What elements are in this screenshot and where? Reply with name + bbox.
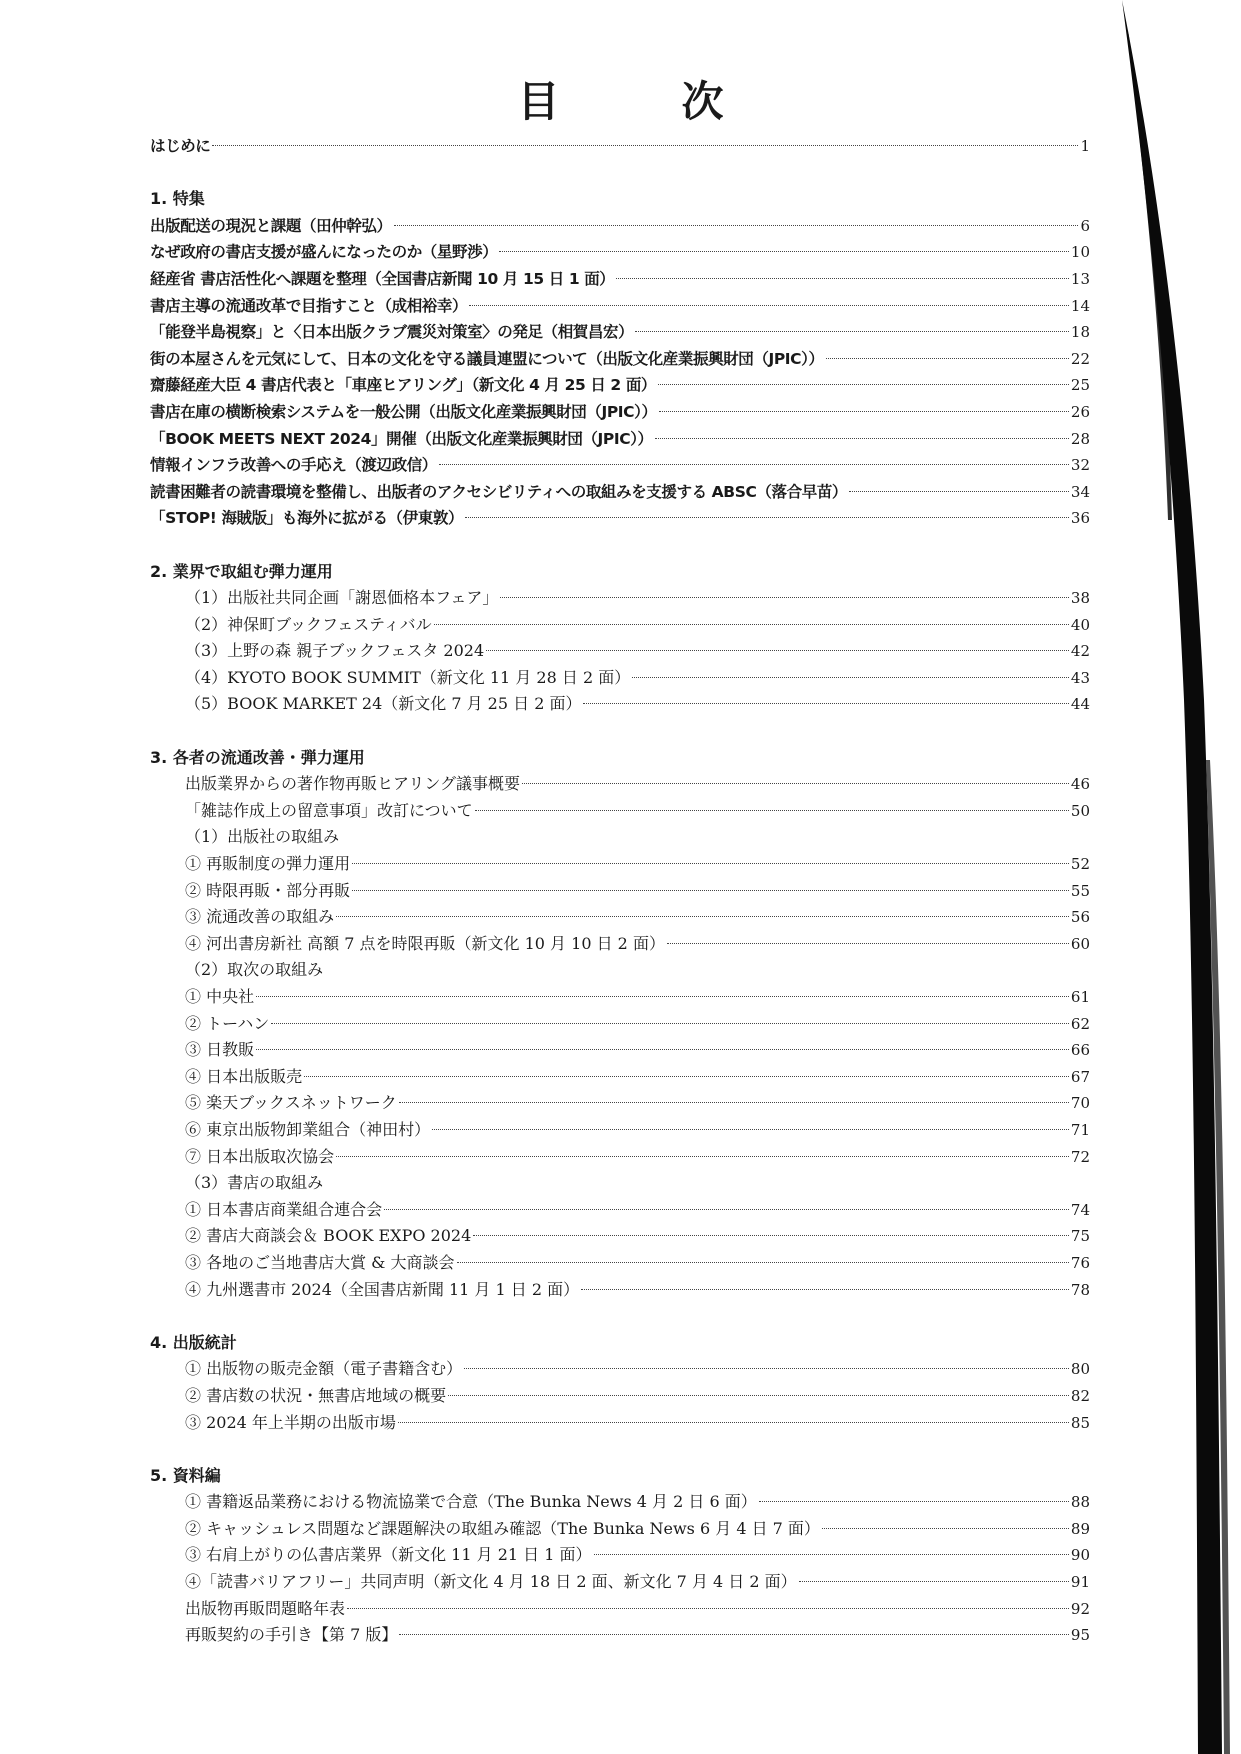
- dot-leader: [256, 1049, 1069, 1050]
- toc-entry-title: ② キャッシュレス問題など課題解決の取組み確認（The Bunka News 6 月 4 日 7 面）: [185, 1518, 820, 1538]
- toc-page-number: 78: [1070, 1280, 1090, 1299]
- toc-entry-title: 書店在庫の横断検索システムを一般公開（出版文化産業振興財団（JPIC））: [150, 402, 657, 421]
- toc-entry-title: ② 書店数の状況・無書店地域の概要: [185, 1385, 447, 1405]
- toc-entry-title: はじめに: [150, 137, 211, 155]
- brush-stroke-decoration: [1110, 0, 1241, 1754]
- toc-entry: [150, 213, 1090, 240]
- dot-leader: [667, 943, 1069, 944]
- toc-entry-title: ④ 九州選書市 2024（全国書店新聞 11 月 1 日 2 面）: [185, 1279, 580, 1299]
- dot-leader: [522, 783, 1069, 784]
- toc-entry-title: （5）BOOK MARKET 24（新文化 7 月 25 日 2 面）: [185, 694, 582, 714]
- toc-section-heading: [150, 559, 1090, 586]
- dot-leader: [352, 863, 1069, 864]
- toc-entry: [150, 1489, 1090, 1516]
- toc-entry-title: 書店主導の流通改革で目指すこと（成相裕幸）: [150, 296, 468, 315]
- toc-section-heading: [150, 745, 1090, 772]
- dot-leader: [581, 1289, 1069, 1290]
- toc-entry: [150, 1383, 1090, 1410]
- toc-page-number: 72: [1070, 1147, 1090, 1166]
- toc-entry: [150, 479, 1090, 506]
- toc-entry-title: （3）上野の森 親子ブックフェスタ 2024: [185, 641, 485, 661]
- toc-entry: [150, 585, 1090, 612]
- toc-entry-title: （2）取次の取組み: [185, 960, 324, 980]
- toc-entry: [150, 665, 1090, 692]
- toc-entry: [150, 1011, 1090, 1038]
- toc-entry: [150, 798, 1090, 825]
- dot-leader: [398, 1422, 1069, 1423]
- toc-entry-title: ② 時限再販・部分再販: [185, 880, 351, 900]
- toc-entry: [150, 1037, 1090, 1064]
- toc-entry: [150, 1250, 1090, 1277]
- toc-entry-title: （1）出版社の取組み: [185, 827, 340, 847]
- toc-page-number: 55: [1070, 881, 1090, 900]
- toc-page-number: 32: [1070, 456, 1090, 475]
- dot-leader: [304, 1076, 1069, 1077]
- toc-entry: [150, 1410, 1090, 1437]
- toc-page-number: 42: [1070, 642, 1090, 661]
- toc-page-number: 82: [1070, 1386, 1090, 1405]
- dot-leader: [457, 1262, 1069, 1263]
- dot-leader: [473, 1235, 1069, 1236]
- toc-page-number: 85: [1070, 1413, 1090, 1432]
- toc-entry-title: ③ 2024 年上半期の出版市場: [185, 1412, 396, 1432]
- dot-leader: [336, 1156, 1069, 1157]
- toc-entry-title: ② トーハン: [185, 1013, 270, 1033]
- toc-entry: [150, 612, 1090, 639]
- toc-page-number: 28: [1070, 429, 1090, 448]
- toc-entry: [150, 399, 1090, 426]
- toc-entry: [150, 878, 1090, 905]
- toc-entry-title: 2. 業界で取組む弾力運用: [150, 561, 333, 581]
- toc-entry-title: 出版業界からの著作物再販ヒアリング議事概要: [185, 774, 521, 794]
- dot-leader: [500, 597, 1069, 598]
- toc-section-heading: [150, 1330, 1090, 1357]
- toc-entry: [150, 771, 1090, 798]
- toc-page-number: 25: [1070, 376, 1090, 395]
- toc-entry-title: （4）KYOTO BOOK SUMMIT（新文化 11 月 28 日 2 面）: [185, 667, 631, 687]
- dot-leader: [384, 1209, 1069, 1210]
- toc-page-number: 92: [1070, 1599, 1090, 1618]
- dot-leader: [271, 1023, 1069, 1024]
- toc-page-number: 22: [1070, 349, 1090, 368]
- dot-leader: [632, 677, 1069, 678]
- dot-leader: [432, 1129, 1069, 1130]
- toc-spacer: [150, 1436, 1090, 1463]
- toc-entry: [150, 505, 1090, 532]
- toc-entry: [150, 638, 1090, 665]
- toc-entry: [150, 1064, 1090, 1091]
- toc-entry-title: ④「読書バリアフリー」共同声明（新文化 4 月 18 日 2 面、新文化 7 月 4 日 2 面）: [185, 1572, 797, 1592]
- dot-leader: [256, 996, 1069, 997]
- dot-leader: [759, 1501, 1069, 1502]
- toc-page-number: 90: [1070, 1546, 1090, 1565]
- dot-leader: [635, 331, 1069, 332]
- toc-entry-title: 出版配送の現況と課題（田仲幹弘）: [150, 216, 392, 235]
- toc-entry-title: （2）神保町ブックフェスティバル: [185, 614, 432, 634]
- toc-entry-title: ④ 河出書房新社 高額 7 点を時限再販（新文化 10 月 10 日 2 面）: [185, 933, 665, 953]
- toc-entry: [150, 1622, 1090, 1649]
- dot-leader: [352, 890, 1069, 891]
- toc-entry-title: 経産省 書店活性化へ課題を整理（全国書店新聞 10 月 15 日 1 面）: [150, 269, 615, 288]
- toc-page-number: 70: [1070, 1094, 1090, 1113]
- toc-page-number: 60: [1070, 934, 1090, 953]
- toc-entry: [150, 266, 1090, 293]
- toc-entry: [150, 957, 1090, 984]
- toc-page-number: 43: [1070, 668, 1090, 687]
- toc-entry-title: 4. 出版統計: [150, 1332, 237, 1352]
- dot-leader: [475, 810, 1069, 811]
- toc-entry: [150, 1356, 1090, 1383]
- toc-page-number: 38: [1070, 589, 1090, 608]
- toc-entry-title: 3. 各者の流通改善・弾力運用: [150, 747, 365, 767]
- toc-page-number: 40: [1070, 615, 1090, 634]
- toc-entry: [150, 1277, 1090, 1304]
- toc-entry-title: ⑦ 日本出版取次協会: [185, 1146, 335, 1166]
- dot-leader: [434, 624, 1069, 625]
- toc-entry-title: 「能登半島視察」と〈日本出版クラブ震災対策室〉の発足（相賀昌宏）: [150, 323, 634, 342]
- toc-entry: [150, 1090, 1090, 1117]
- toc-entry: [150, 1542, 1090, 1569]
- toc-entry-title: ① 出版物の販売金額（電子書籍含む）: [185, 1359, 463, 1379]
- toc-entry: [150, 851, 1090, 878]
- toc-page-number: 56: [1070, 908, 1090, 927]
- brush-stroke-main: [1122, 0, 1222, 1754]
- dot-leader: [849, 491, 1069, 492]
- toc-page-number: 18: [1070, 323, 1090, 342]
- toc-entry-title: 出版物再販問題略年表: [185, 1598, 346, 1618]
- toc-entry-title: （3）書店の取組み: [185, 1173, 324, 1193]
- toc-entry-title: ③ 流通改善の取組み: [185, 907, 335, 927]
- toc-entry: [150, 1144, 1090, 1171]
- toc-entry-title: ③ 日教販: [185, 1040, 255, 1060]
- toc-spacer: [150, 160, 1090, 187]
- toc-entry-title: ⑥ 東京出版物卸業組合（神田村）: [185, 1119, 431, 1139]
- toc-entry: [150, 691, 1090, 718]
- dot-leader: [336, 916, 1069, 917]
- toc-page-number: 36: [1070, 509, 1090, 528]
- dot-leader: [448, 1395, 1069, 1396]
- toc-entry-title: 「BOOK MEETS NEXT 2024」開催（出版文化産業振興財団（JPIC））: [150, 429, 653, 448]
- toc-entry: [150, 1170, 1090, 1197]
- toc-entry: [150, 1516, 1090, 1543]
- toc-page-number: 26: [1070, 402, 1090, 421]
- dot-leader: [822, 1528, 1069, 1529]
- toc-entry-title: 「STOP! 海賊版」も海外に拡がる（伊東敦）: [150, 509, 464, 528]
- page-title: 目 次: [517, 77, 764, 126]
- toc-page-number: 80: [1070, 1360, 1090, 1379]
- toc-entry: [150, 452, 1090, 479]
- dot-leader: [499, 251, 1069, 252]
- toc-page-number: 95: [1070, 1626, 1090, 1645]
- toc-page-number: 67: [1070, 1067, 1090, 1086]
- toc-entry: [150, 1569, 1090, 1596]
- toc-page-number: 50: [1070, 801, 1090, 820]
- toc-entry: [150, 1223, 1090, 1250]
- toc-entry: [150, 904, 1090, 931]
- dot-leader: [658, 384, 1069, 385]
- toc-entry-title: ④ 日本出版販売: [185, 1066, 303, 1086]
- dot-leader: [594, 1554, 1069, 1555]
- toc-page-number: 6: [1080, 216, 1090, 235]
- toc-section-heading: [150, 186, 1090, 213]
- toc-page-number: 88: [1070, 1493, 1090, 1512]
- toc-page-number: 89: [1070, 1519, 1090, 1538]
- toc-entry-title: 読書困難者の読書環境を整備し、出版者のアクセシビリティへの取組みを支援する ABSC（落合早苗）: [150, 482, 848, 501]
- toc-entry-title: ③ 各地のご当地書店大賞 & 大商談会: [185, 1252, 455, 1272]
- toc-entry-title: ① 再販制度の弾力運用: [185, 854, 351, 874]
- toc-page-number: 75: [1070, 1227, 1090, 1246]
- toc-section-heading: [150, 1463, 1090, 1490]
- toc-entry: [150, 133, 1090, 160]
- toc-page-number: 71: [1070, 1120, 1090, 1139]
- toc-page-number: 10: [1070, 243, 1090, 262]
- toc-entry-title: 5. 資料編: [150, 1465, 221, 1485]
- toc-page-number: 62: [1070, 1014, 1090, 1033]
- toc-entry-title: 齋藤経産大臣 4 書店代表と「車座ヒアリング」（新文化 4 月 25 日 2 面）: [150, 376, 657, 395]
- toc-page-number: 91: [1070, 1573, 1090, 1592]
- toc-page-number: 1: [1080, 137, 1090, 155]
- dot-leader: [826, 358, 1069, 359]
- dot-leader: [465, 517, 1069, 518]
- toc-spacer: [150, 1303, 1090, 1330]
- toc-page-number: 13: [1070, 269, 1090, 288]
- dot-leader: [583, 703, 1068, 704]
- toc-page-number: 44: [1070, 695, 1090, 714]
- dot-leader: [399, 1634, 1069, 1635]
- toc-entry-title: ⑤ 楽天ブックスネットワーク: [185, 1093, 397, 1113]
- toc-entry: [150, 984, 1090, 1011]
- toc-entry-title: （1）出版社共同企画「謝恩価格本フェア」: [185, 588, 499, 608]
- dot-leader: [394, 225, 1079, 226]
- toc-entry: [150, 293, 1090, 320]
- toc-page-number: 52: [1070, 855, 1090, 874]
- toc-entry: [150, 1117, 1090, 1144]
- toc-entry: [150, 824, 1090, 851]
- toc-spacer: [150, 718, 1090, 745]
- dot-leader: [799, 1581, 1069, 1582]
- dot-leader: [469, 305, 1069, 306]
- toc-entry-title: 情報インフラ改善への手応え（渡辺政信）: [150, 456, 437, 475]
- toc-entry-title: ① 日本書店商業組合連合会: [185, 1199, 383, 1219]
- toc-page-number: 66: [1070, 1041, 1090, 1060]
- toc-page-number: 74: [1070, 1200, 1090, 1219]
- dot-leader: [399, 1102, 1069, 1103]
- toc-entry-title: ② 書店大商談会＆ BOOK EXPO 2024: [185, 1226, 472, 1246]
- dot-leader: [347, 1608, 1069, 1609]
- toc-entry: [150, 426, 1090, 453]
- toc-entry-title: ① 書籍返品業務における物流協業で合意（The Bunka News 4 月 2 日 6 面）: [185, 1492, 757, 1512]
- toc-entry-title: 再販契約の手引き【第 7 版】: [185, 1625, 398, 1645]
- toc-page-number: 76: [1070, 1253, 1090, 1272]
- toc-entry-title: 1. 特集: [150, 189, 205, 209]
- toc-page-number: 34: [1070, 482, 1090, 501]
- dot-leader: [486, 650, 1069, 651]
- toc-entry-title: なぜ政府の書店支援が盛んになったのか（星野渉）: [150, 243, 498, 262]
- dot-leader: [212, 145, 1078, 146]
- dot-leader: [659, 411, 1069, 412]
- toc-entry: [150, 239, 1090, 266]
- dot-leader: [464, 1368, 1069, 1369]
- dot-leader: [655, 438, 1069, 439]
- table-of-contents: [150, 133, 1090, 1649]
- toc-entry-title: ① 中央社: [185, 987, 255, 1006]
- dot-leader: [439, 464, 1069, 465]
- toc-entry: [150, 319, 1090, 346]
- toc-entry: [150, 1197, 1090, 1224]
- toc-entry: [150, 346, 1090, 373]
- toc-page-number: 14: [1070, 296, 1090, 315]
- toc-entry: [150, 931, 1090, 958]
- toc-entry-title: 「雑誌作成上の留意事項」改訂について: [185, 800, 473, 820]
- toc-entry: [150, 1596, 1090, 1623]
- toc-entry: [150, 372, 1090, 399]
- toc-page-number: 46: [1070, 775, 1090, 794]
- dot-leader: [616, 278, 1069, 279]
- toc-page-number: 61: [1070, 988, 1090, 1006]
- toc-spacer: [150, 532, 1090, 559]
- toc-entry-title: ③ 右肩上がりの仏書店業界（新文化 11 月 21 日 1 面）: [185, 1545, 592, 1565]
- toc-entry-title: 街の本屋さんを元気にして、日本の文化を守る議員連盟について（出版文化産業振興財団（JPIC））: [150, 349, 824, 368]
